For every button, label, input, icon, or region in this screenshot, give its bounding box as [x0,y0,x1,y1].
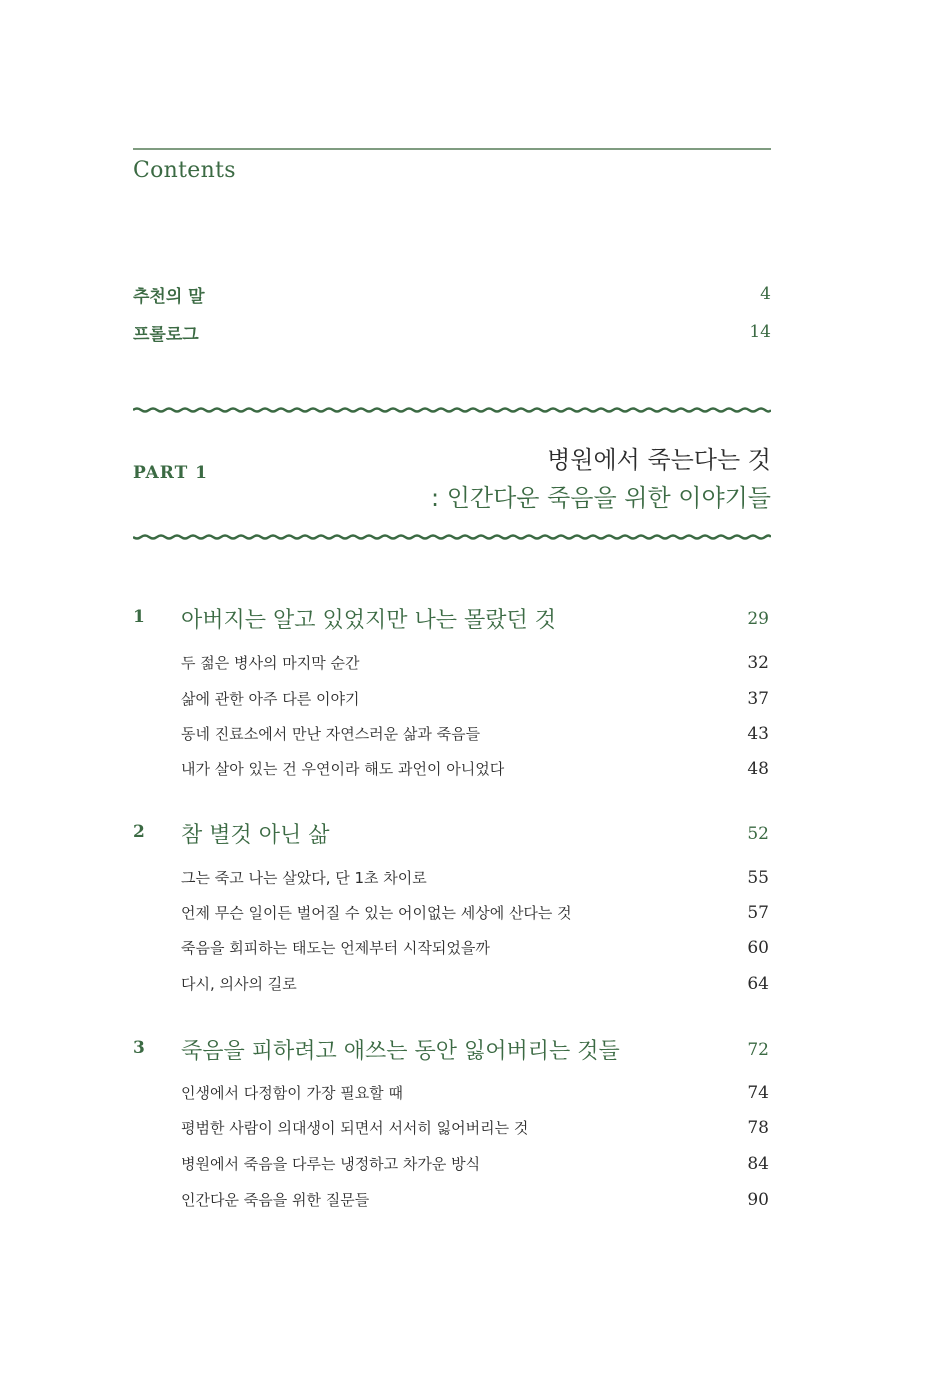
section-title: 그는 죽고 나는 살았다, 단 1초 차이로 [181,869,427,887]
section-entry[interactable] [181,902,771,926]
section-page: 37 [747,689,769,709]
section-entry[interactable] [181,1117,771,1141]
section-page: 32 [747,653,769,673]
part-label: PART 1 [133,463,208,483]
section-title: 평범한 사람이 의대생이 되면서 서서히 잃어버리는 것 [181,1119,529,1137]
section-title: 두 젊은 병사의 마지막 순간 [181,654,360,672]
top-rule [133,148,771,150]
chapter-title: 죽음을 피하려고 애쓰는 동안 잃어버리는 것들 [181,1039,620,1064]
section-title: 다시, 의사의 길로 [181,975,297,993]
chapter-page: 29 [747,609,769,629]
front-matter-label: 추천의 말 [133,286,205,307]
chapter-title: 참 별것 아닌 삶 [181,823,330,848]
section-entry[interactable] [181,1082,771,1106]
section-page: 55 [747,868,769,888]
section-entry[interactable] [181,867,771,891]
section-page: 74 [747,1083,769,1103]
wavy-divider-top [133,405,771,415]
front-matter-label: 프롤로그 [133,324,199,345]
section-entry[interactable] [181,973,771,997]
chapter-entry[interactable] [133,603,771,635]
section-page: 64 [747,974,769,994]
chapter-number: 1 [133,607,145,627]
front-matter-item[interactable] [133,320,771,344]
section-entry[interactable] [181,758,771,782]
front-matter-item[interactable] [133,282,771,306]
section-entry[interactable] [181,723,771,747]
wavy-divider-bottom [133,532,771,542]
chapter-entry[interactable] [133,818,771,850]
section-page: 60 [747,938,769,958]
section-title: 인간다운 죽음을 위한 질문들 [181,1191,370,1209]
section-title: 인생에서 다정함이 가장 필요할 때 [181,1084,403,1102]
part-subtitle: : 인간다운 죽음을 위한 이야기들 [431,484,771,512]
chapter-title: 아버지는 알고 있었지만 나는 몰랐던 것 [181,608,556,633]
section-page: 84 [747,1154,769,1174]
chapter-number: 3 [133,1038,145,1058]
section-page: 78 [747,1118,769,1138]
contents-heading: Contents [133,158,236,183]
section-title: 병원에서 죽음을 다루는 냉정하고 차가운 방식 [181,1155,481,1173]
section-page: 48 [747,759,769,779]
front-matter-page: 14 [749,322,771,342]
front-matter-page: 4 [760,284,771,304]
chapter-page: 72 [747,1040,769,1060]
chapter-page: 52 [747,824,769,844]
section-entry[interactable] [181,652,771,676]
section-entry[interactable] [181,937,771,961]
section-page: 57 [747,903,769,923]
section-title: 삶에 관한 아주 다른 이야기 [181,690,360,708]
section-title: 죽음을 회피하는 태도는 언제부터 시작되었을까 [181,939,490,957]
section-page: 90 [747,1190,769,1210]
section-entry[interactable] [181,1153,771,1177]
section-title: 동네 진료소에서 만난 자연스러운 삶과 죽음들 [181,725,481,743]
section-page: 43 [747,724,769,744]
section-entry[interactable] [181,688,771,712]
section-entry[interactable] [181,1189,771,1213]
section-title: 언제 무슨 일이든 벌어질 수 있는 어이없는 세상에 산다는 것 [181,904,572,922]
section-title: 내가 살아 있는 건 우연이라 해도 과언이 아니었다 [181,760,505,778]
part-title[interactable]: 병원에서 죽는다는 것 [547,446,771,474]
chapter-entry[interactable] [133,1034,771,1066]
chapter-number: 2 [133,822,145,842]
